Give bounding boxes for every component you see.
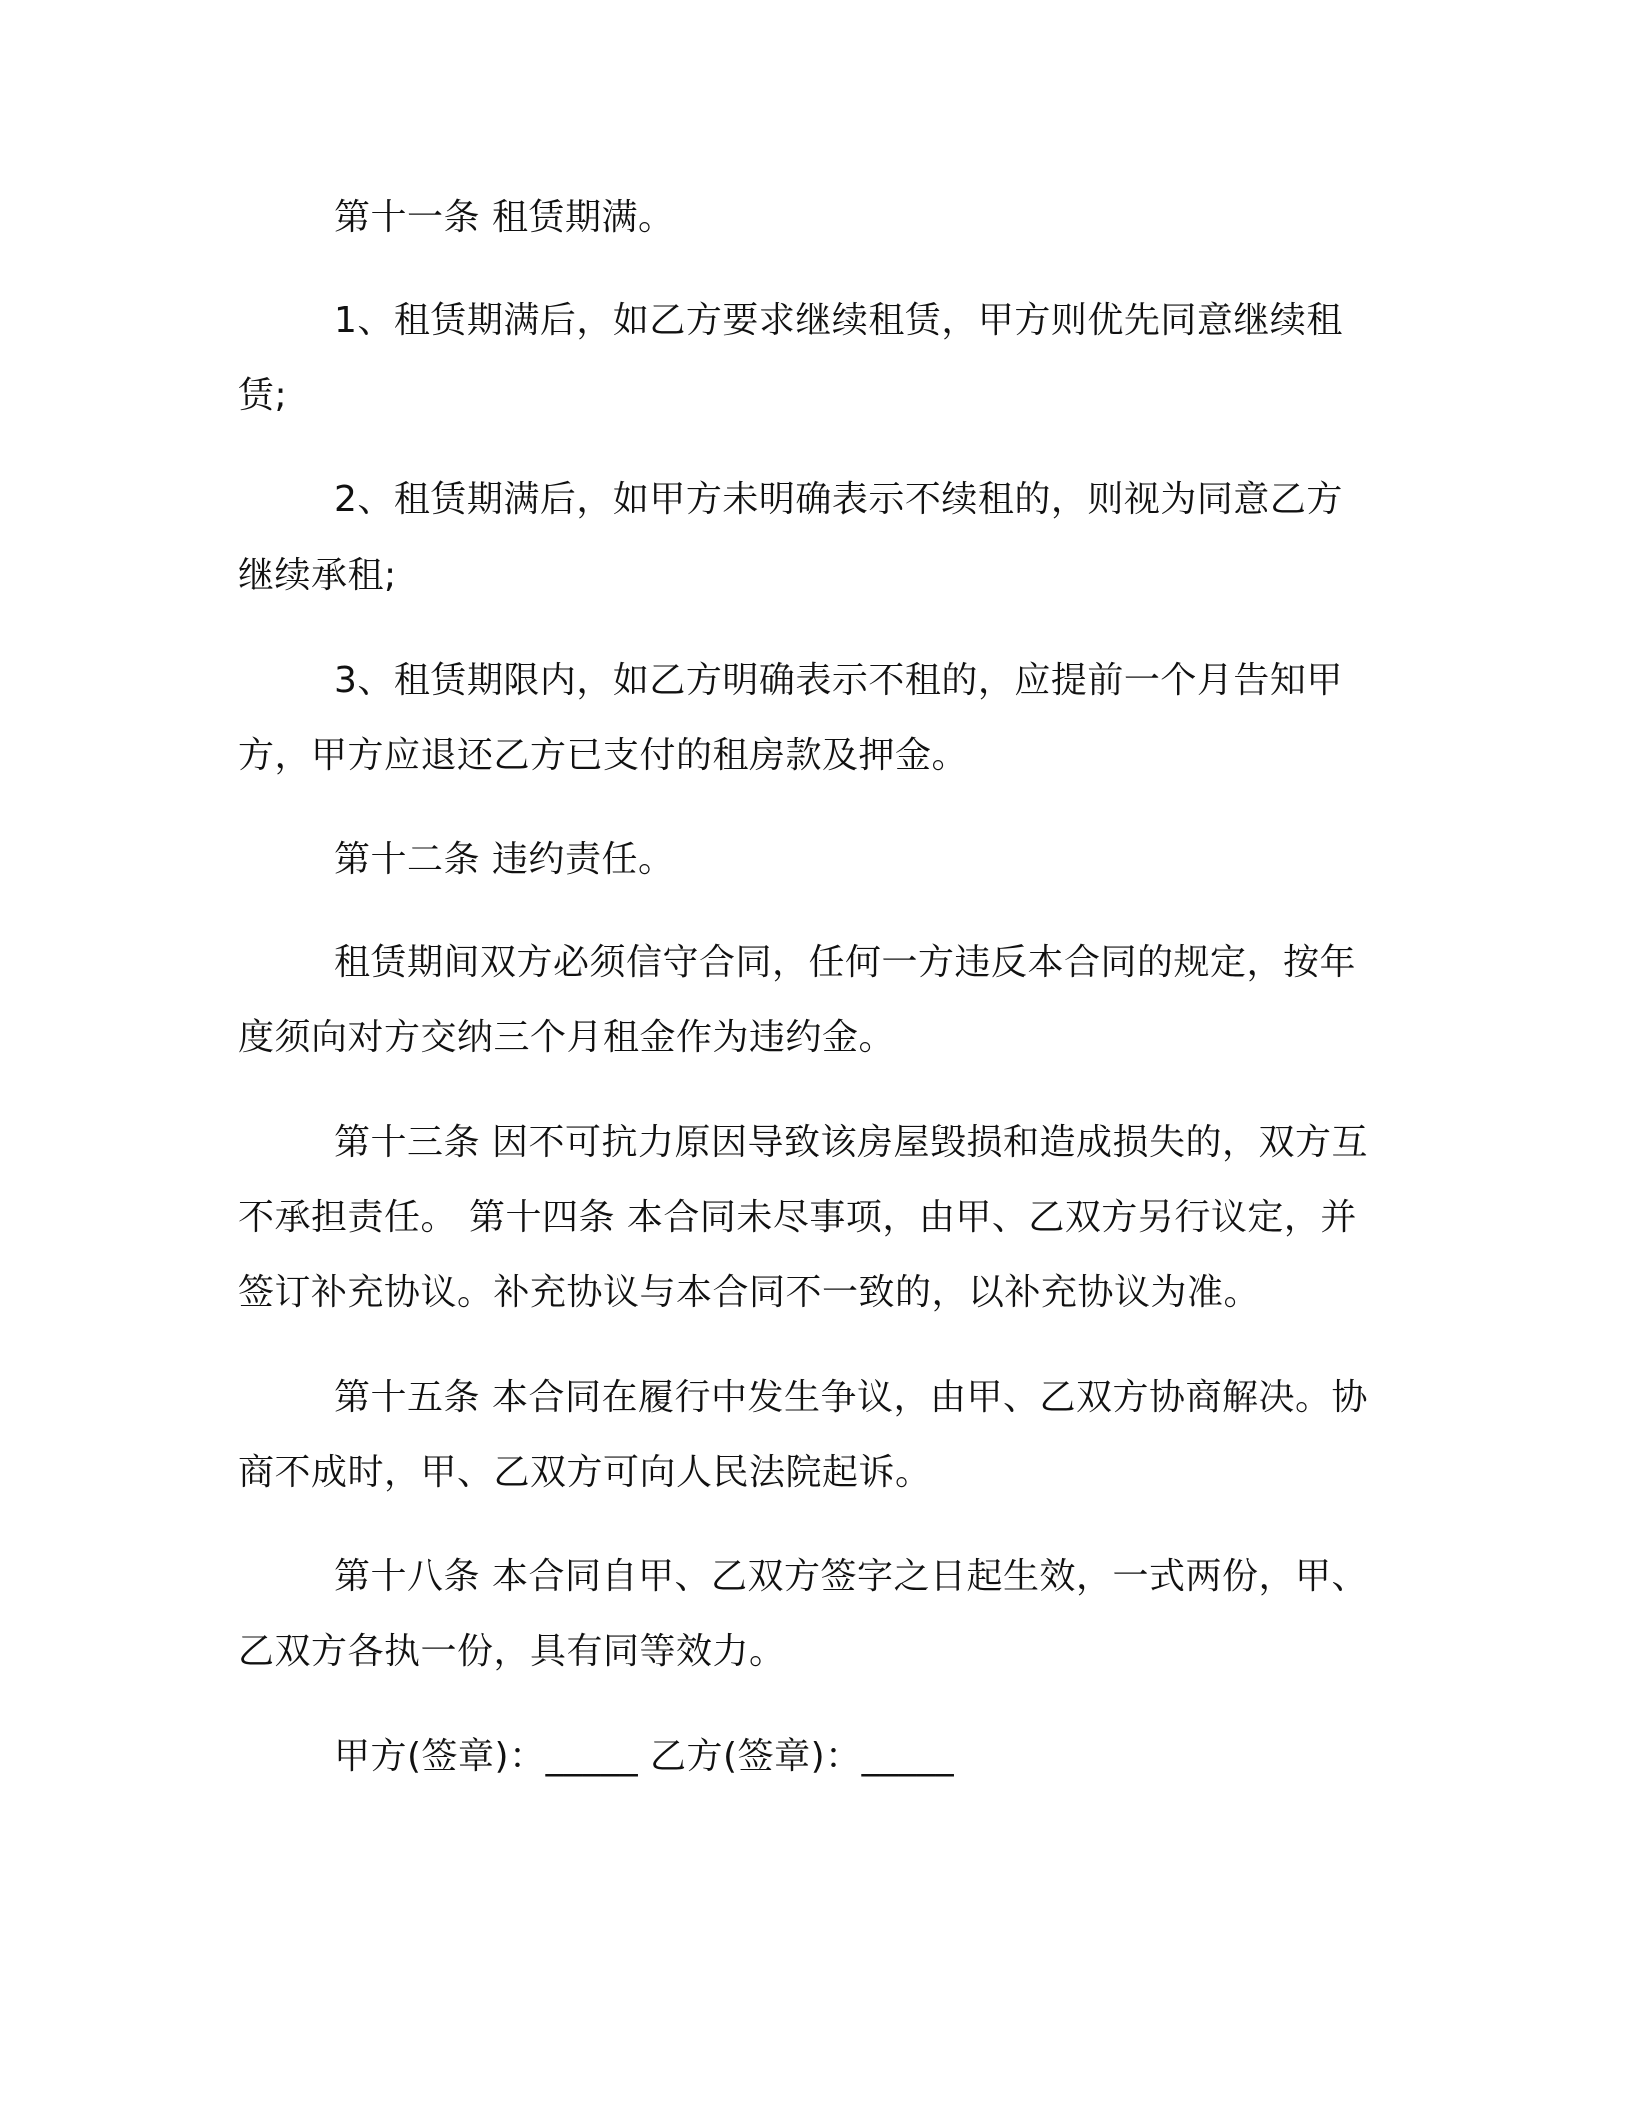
article-15-body-cont: 商不成时，甲、乙双方可向人民法院起诉。 bbox=[238, 1452, 932, 1493]
article-13-14-body: 第十三条 因不可抗力原因导致该房屋毁损和造成损失的，双方互 bbox=[334, 1122, 1368, 1163]
article-11-item-2: 2、租赁期满后，如甲方未明确表示不续租的，则视为同意乙方 bbox=[334, 479, 1343, 520]
article-11-heading: 第十一条 租赁期满。 bbox=[334, 197, 675, 238]
article-11-item-1-cont: 赁; bbox=[238, 375, 288, 416]
article-11-item-1: 1、租赁期满后，如乙方要求继续租赁，甲方则优先同意继续租 bbox=[334, 300, 1343, 341]
article-18-body: 第十八条 本合同自甲、乙双方签字之日起生效，一式两份，甲、 bbox=[334, 1556, 1368, 1597]
party-a-signature-blank[interactable]: _____ bbox=[545, 1736, 639, 1777]
article-13-14-body-cont-2: 签订补充协议。补充协议与本合同不一致的，以补充协议为准。 bbox=[238, 1272, 1261, 1313]
party-a-signature-label: 甲方(签章)： bbox=[334, 1736, 546, 1777]
party-b-signature-label: 乙方(签章)： bbox=[650, 1736, 862, 1777]
article-11-item-2-cont: 继续承租; bbox=[238, 555, 397, 596]
signature-line bbox=[334, 1735, 1514, 1779]
article-12-heading: 第十二条 违约责任。 bbox=[334, 839, 675, 880]
article-12-body: 租赁期间双方必须信守合同，任何一方违反本合同的规定，按年 bbox=[334, 942, 1357, 983]
party-b-signature-blank[interactable]: _____ bbox=[861, 1736, 955, 1777]
article-11-item-3: 3、租赁期限内，如乙方明确表示不租的，应提前一个月告知甲 bbox=[334, 660, 1343, 701]
article-11-item-3-cont: 方，甲方应退还乙方已支付的租房款及押金。 bbox=[238, 735, 969, 776]
article-12-body-cont: 度须向对方交纳三个月租金作为违约金。 bbox=[238, 1017, 896, 1058]
article-18-body-cont: 乙双方各执一份，具有同等效力。 bbox=[238, 1631, 786, 1672]
article-13-14-body-cont-1: 不承担责任。 第十四条 本合同未尽事项，由甲、乙双方另行议定，并 bbox=[238, 1197, 1357, 1238]
article-15-body: 第十五条 本合同在履行中发生争议，由甲、乙双方协商解决。协 bbox=[334, 1377, 1368, 1418]
